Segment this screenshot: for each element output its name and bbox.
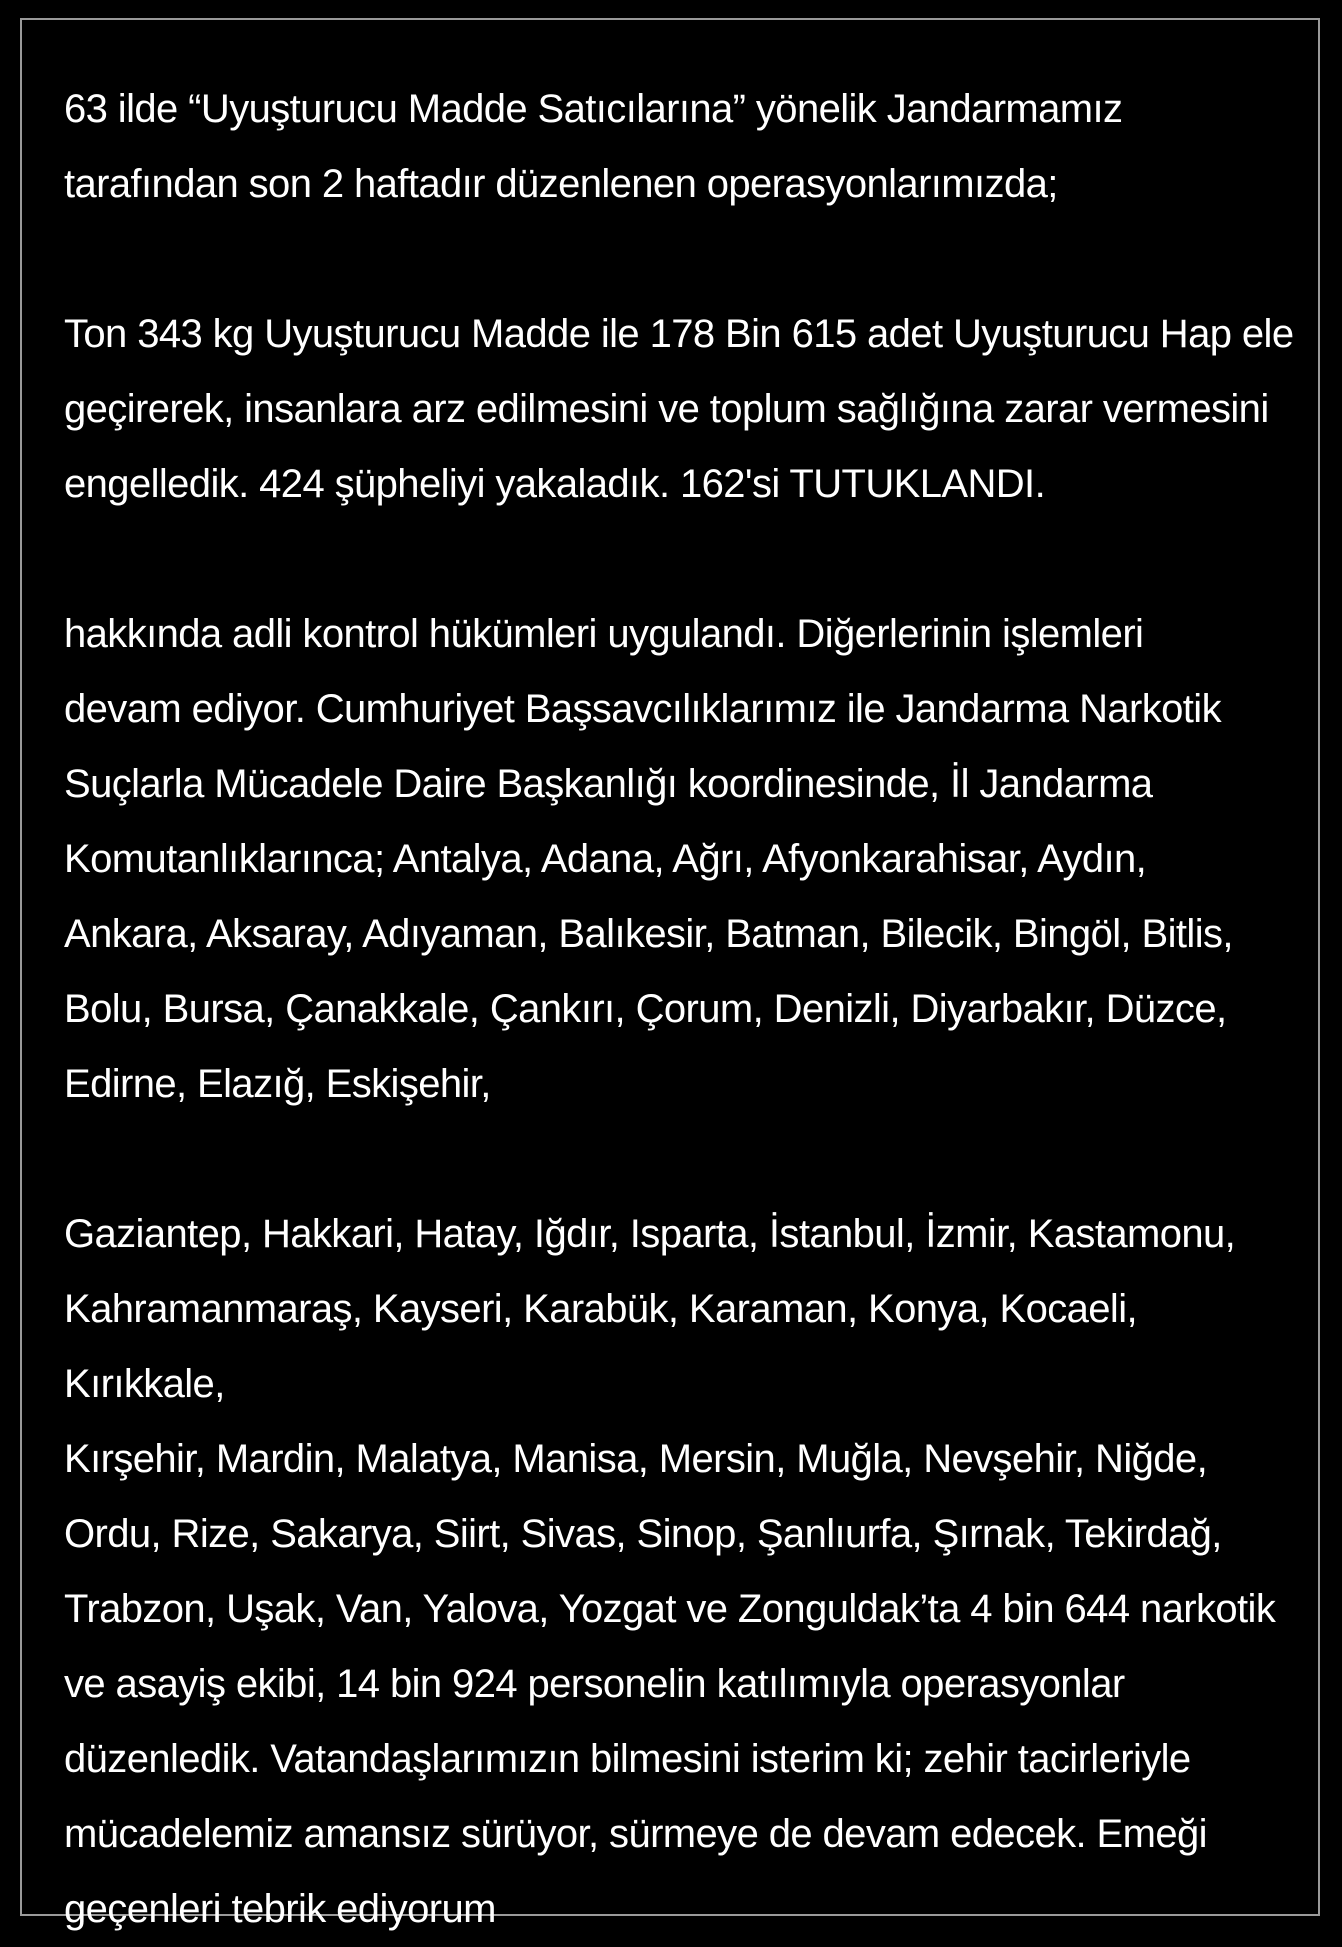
paragraph-intro: 63 ilde “Uyuşturucu Madde Satıcılarına” yönelik Jandarmamız tarafından son 2 haftadır düzenlenen operasyonlarımızda; <box>64 87 1123 206</box>
paragraph-seizure: Ton 343 kg Uyuşturucu Madde ile 178 Bin 615 adet Uyuşturucu Hap ele geçirerek, insanlara arz edilmesini ve toplum sağlığına zarar vermesini engelledik. 424 şüpheliyi yakaladık. 162'si TUTUKLANDI. <box>64 312 1294 506</box>
document-body <box>64 72 1302 1947</box>
paragraph-provinces-2: Gaziantep, Hakkari, Hatay, Iğdır, Isparta, İstanbul, İzmir, Kastamonu, Kahramanmaraş, Kayseri, Karabük, Karaman, Konya, Kocaeli, Kırıkkale, Kırşehir, Mardin, Malatya, Manisa, Mersin, Muğla, Nevşehir, Niğde, Ordu, Rize, Sakarya, Siirt, Sivas, Sinop, Şanlıurfa, Şırnak, Tekirdağ, Trabzon, Uşak, Van, Yalova, Yozgat ve Zonguldak’ta 4 bin 644 narkotik ve asayiş ekibi, 14 bin 924 personelin katılımıyla operasyonlar düzenledik. Vatandaşlarımızın bilmesini isterim ki; zehir tacirleriyle mücadelemiz amansız sürüyor, sürmeye de devam edecek. Emeği geçenleri tebrik ediyorum <box>64 1212 1276 1931</box>
paragraph-spacer <box>64 522 1302 597</box>
paragraph-provinces-1: hakkında adli kontrol hükümleri uygulandı. Diğerlerinin işlemleri devam ediyor. Cumhuriyet Başsavcılıklarımız ile Jandarma Narkotik Suçlarla Mücadele Daire Başkanlığı koordinesinde, İl Jandarma Komutanlıklarınca; Antalya, Adana, Ağrı, Afyonkarahisar, Aydın, Ankara, Aksaray, Adıyaman, Balıkesir, Batman, Bilecik, Bingöl, Bitlis, Bolu, Bursa, Çanakkale, Çankırı, Çorum, Denizli, Diyarbakır, Düzce, Edirne, Elazığ, Eskişehir, <box>64 612 1233 1106</box>
paragraph-spacer <box>64 222 1302 297</box>
paragraph-spacer <box>64 1122 1302 1197</box>
document-frame <box>20 18 1320 1931</box>
